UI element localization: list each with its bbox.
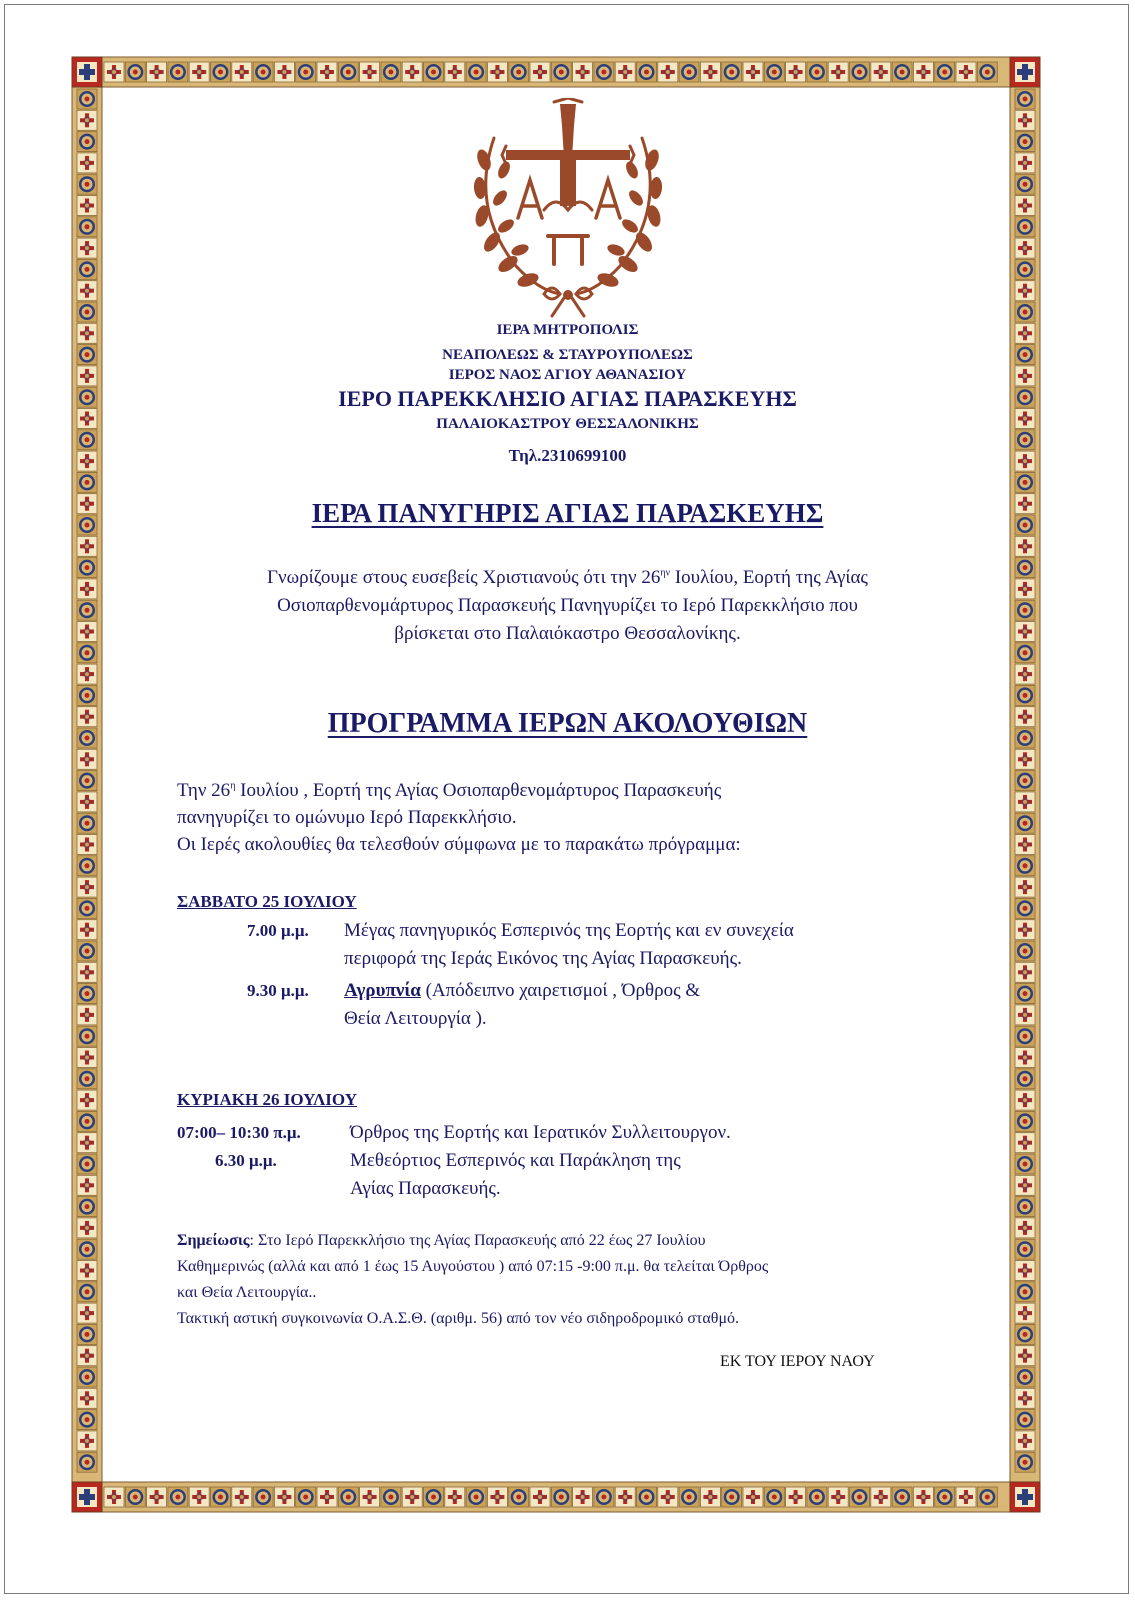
border-tile (77, 89, 97, 109)
border-tile (77, 749, 97, 769)
border-tile (77, 1154, 97, 1174)
border-tile (594, 1487, 614, 1507)
border-tile (77, 217, 97, 237)
vigil-highlight: Αγρυπνία (344, 980, 421, 1001)
border-corner (1010, 1482, 1040, 1512)
border-tile (850, 62, 870, 82)
header-chapel: ΙΕΡΟ ΠΑΡΕΚΚΛΗΣΙΟ ΑΓΙΑΣ ΠΑΡΑΣΚΕΥΗΣ (338, 386, 797, 411)
border-tile (125, 62, 145, 82)
border-tile (1015, 132, 1035, 152)
saturday-event-2: Αγρυπνία (Απόδειπνο χαιρετισμοί , Όρθρος & Θεία Λειτουργία ). (344, 980, 701, 1029)
border-tile (77, 1197, 97, 1217)
border-tile (1015, 89, 1035, 109)
border-tile (253, 1487, 273, 1507)
program-intro (177, 777, 977, 858)
border-tile (1015, 153, 1035, 173)
border-tile (913, 62, 933, 82)
border-tile (232, 62, 252, 82)
border-tile (77, 472, 97, 492)
border-tile (77, 1005, 97, 1025)
header-metropolis: ΙΕΡΑ ΜΗΤΡΟΠΟΛΙΣ (496, 322, 639, 338)
border-tile (77, 1026, 97, 1046)
border-tile (615, 1487, 635, 1507)
border-tile (77, 898, 97, 918)
border-tile (1015, 622, 1035, 642)
border-tile (615, 62, 635, 82)
border-tile (722, 62, 742, 82)
border-tile (381, 1487, 401, 1507)
border-tile (253, 62, 273, 82)
border-tile (338, 62, 358, 82)
sunday-heading: ΚΥΡΙΑΚΗ 26 ΙΟΥΛΙΟΥ (177, 1090, 357, 1109)
border-tile (786, 62, 806, 82)
intro-paragraph (150, 564, 985, 648)
border-tile (1015, 600, 1035, 620)
border-tile (1015, 1324, 1035, 1344)
border-tile (956, 62, 976, 82)
border-tile (77, 1346, 97, 1366)
intro-line-3: βρίσκεται στο Παλαιόκαστρο Θεσσαλονίκης. (394, 623, 741, 644)
border-tile (977, 62, 997, 82)
border-tile (77, 1367, 97, 1387)
notes-label: Σημείωσις (177, 1232, 250, 1249)
border-tile (658, 1487, 678, 1507)
border-tile (77, 792, 97, 812)
border-tile (1015, 1303, 1035, 1323)
border-tile (1015, 217, 1035, 237)
border-tile (786, 1487, 806, 1507)
border-tile (77, 494, 97, 514)
border-tile (77, 345, 97, 365)
border-tile (296, 62, 316, 82)
border-tile (530, 62, 550, 82)
border-tile (147, 1487, 167, 1507)
border-tile (977, 1487, 997, 1507)
border-tile (573, 1487, 593, 1507)
border-tile (1015, 238, 1035, 258)
border-tile (77, 409, 97, 429)
signoff: ΕΚ ΤΟΥ ΙΕΡΟΥ ΝΑΟΥ (720, 1353, 875, 1370)
border-tile (77, 196, 97, 216)
border-tile (700, 1487, 720, 1507)
border-tile (168, 62, 188, 82)
border-tile (1015, 472, 1035, 492)
border-tile (77, 1111, 97, 1131)
border-tile (594, 62, 614, 82)
border-tile (77, 110, 97, 130)
sunday-time-1: 07:00– 10:30 π.μ. (177, 1123, 301, 1142)
border-tile (77, 962, 97, 982)
border-tile (807, 62, 827, 82)
border-tile (77, 1048, 97, 1068)
notes-line-4: Τακτική αστική συγκοινωνία Ο.Α.Σ.Θ. (αριθμ. 56) από τον νέο σιδηροδρομικό σταθμό. (177, 1310, 740, 1327)
border-tile (77, 302, 97, 322)
border-tile (1015, 1133, 1035, 1153)
program-intro-line-1: Την $26^\eta$ Ιουλίου , Εορτή της Αγίας Οσιοπαρθενομάρτυρος Παρασκευής (177, 780, 722, 801)
border-tile (573, 62, 593, 82)
border-tile (77, 281, 97, 301)
border-tile (77, 920, 97, 940)
intro-line-1: Γνωρίζουμε στους ευσεβείς Χριστιανούς ότι την $26^{\eta\nu}$ Ιουλίου, Εορτή της Αγίας (267, 567, 868, 588)
border-tile (77, 707, 97, 727)
border-tile (551, 62, 571, 82)
intro-line-2: Οσιοπαρθενομάρτυρος Παρασκευής Πανηγυρίζει το Ιερό Παρεκκλήσιο που (277, 595, 858, 616)
border-tile (935, 62, 955, 82)
border-tile (1015, 110, 1035, 130)
border-tile (77, 1090, 97, 1110)
border-tile (1015, 771, 1035, 791)
border-tile (77, 1175, 97, 1195)
border-tile (77, 1431, 97, 1451)
sunday-event-2: Μεθεόρτιος Εσπερινός και Παράκληση της Αγίας Παρασκευής. (350, 1150, 681, 1199)
border-tile (77, 323, 97, 343)
border-tile (147, 62, 167, 82)
program-intro-line-3: Οι Ιερές ακολουθίες θα τελεσθούν σύμφωνα με το παρακάτω πρόγραμμα: (177, 834, 741, 855)
border-tile (700, 62, 720, 82)
border-tile (913, 1487, 933, 1507)
border-corner (72, 57, 102, 87)
border-tile (274, 1487, 294, 1507)
border-tile (77, 451, 97, 471)
border-tile (509, 62, 529, 82)
border-tile (317, 62, 337, 82)
border-tile (77, 600, 97, 620)
border-tile (1015, 536, 1035, 556)
border-tile (77, 579, 97, 599)
border-tile (77, 643, 97, 663)
border-tile (274, 62, 294, 82)
border-tile (1015, 196, 1035, 216)
header-phone: Τηλ.2310699100 (508, 446, 627, 465)
border-tile (764, 62, 784, 82)
border-tile (77, 728, 97, 748)
border-tile (764, 1487, 784, 1507)
notes-line-1: Σημείωσις: Στο Ιερό Παρεκκλήσιο της Αγίας Παρασκευής από 22 έως 27 Ιουλίου (177, 1232, 706, 1249)
border-tile (317, 1487, 337, 1507)
border-tile (77, 664, 97, 684)
border-tile (1015, 792, 1035, 812)
border-tile (1015, 835, 1035, 855)
border-tile (402, 62, 422, 82)
sunday-event-1: Όρθρος της Εορτής και Ιερατικόν Συλλειτουργον. (350, 1122, 731, 1143)
border-tile (445, 62, 465, 82)
border-tile (1015, 281, 1035, 301)
border-tile (1015, 174, 1035, 194)
border-tile (1015, 1388, 1035, 1408)
border-tile (189, 1487, 209, 1507)
border-tile (1015, 664, 1035, 684)
border-tile (1015, 1048, 1035, 1068)
border-tile (168, 1487, 188, 1507)
border-tile (189, 62, 209, 82)
border-tile (1015, 1090, 1035, 1110)
border-tile (360, 1487, 380, 1507)
border-tile (1015, 856, 1035, 876)
border-tile (1015, 259, 1035, 279)
border-tile (211, 1487, 231, 1507)
border-tile (77, 877, 97, 897)
border-tile (1015, 1239, 1035, 1259)
border-corner (72, 1482, 102, 1512)
border-tile (77, 515, 97, 535)
border-tile (743, 1487, 763, 1507)
border-tile (1015, 1452, 1035, 1472)
border-tile (1015, 898, 1035, 918)
border-tile (77, 1133, 97, 1153)
border-tile (658, 62, 678, 82)
border-tile (104, 1487, 124, 1507)
border-tile (77, 558, 97, 578)
border-tile (466, 1487, 486, 1507)
border-tile (1015, 1431, 1035, 1451)
border-tile (1015, 749, 1035, 769)
border-tile (679, 62, 699, 82)
border-tile (1015, 1261, 1035, 1281)
border-tile (77, 1239, 97, 1259)
border-tile (77, 1452, 97, 1472)
border-tile (722, 1487, 742, 1507)
border-tile (77, 1410, 97, 1430)
border-tile (1015, 1026, 1035, 1046)
border-tile (1015, 813, 1035, 833)
page-title: ΙΕΡΑ ΠΑΝΥΓΗΡΙΣ ΑΓΙΑΣ ΠΑΡΑΣΚΕΥΗΣ (311, 498, 824, 528)
border-tile (637, 1487, 657, 1507)
border-tile (1015, 1282, 1035, 1302)
cross-wreath-emblem-icon (456, 98, 680, 320)
border-tile (77, 622, 97, 642)
border-tile (892, 1487, 912, 1507)
border-tile (487, 1487, 507, 1507)
border-tile (1015, 1410, 1035, 1430)
border-tile (871, 1487, 891, 1507)
border-tile (77, 1324, 97, 1344)
border-corner (1010, 57, 1040, 87)
border-tile (360, 62, 380, 82)
border-tile (1015, 920, 1035, 940)
border-tile (1015, 1175, 1035, 1195)
border-tile (77, 856, 97, 876)
saturday-event-1: Μέγας πανηγυρικός Εσπερινός της Εορτής και εν συνεχεία περιφορά της Ιεράς Εικόνος της Αγίας Παρασκευής. (344, 920, 794, 969)
border-tile (743, 62, 763, 82)
border-tile (232, 1487, 252, 1507)
header-location: ΠΑΛΑΙΟΚΑΣΤΡΟΥ ΘΕΣΣΑΛΟΝΙΚΗΣ (436, 416, 699, 432)
border-tile (679, 1487, 699, 1507)
border-tile (1015, 579, 1035, 599)
border-tile (125, 1487, 145, 1507)
border-tile (381, 62, 401, 82)
saturday-time-1: 7.00 μ.μ. (247, 921, 309, 940)
header-cities: ΝΕΑΠΟΛΕΩΣ & ΣΤΑΥΡΟΥΠΟΛΕΩΣ (442, 347, 693, 363)
border-tile (828, 1487, 848, 1507)
border-tile (77, 813, 97, 833)
border-tile (1015, 1367, 1035, 1387)
border-tile (104, 62, 124, 82)
border-tile (956, 1487, 976, 1507)
border-tile (211, 62, 231, 82)
border-tile (1015, 1346, 1035, 1366)
border-tile (509, 1487, 529, 1507)
border-tile (424, 1487, 444, 1507)
border-tile (77, 1388, 97, 1408)
border-tile (1015, 1005, 1035, 1025)
border-tile (77, 238, 97, 258)
border-tile (1015, 302, 1035, 322)
program-intro-line-2: πανηγυρίζει το ομώνυμο Ιερό Παρεκκλήσιο. (177, 807, 517, 828)
border-tile (1015, 984, 1035, 1004)
border-tile (77, 132, 97, 152)
border-tile (77, 1282, 97, 1302)
border-tile (466, 62, 486, 82)
border-tile (77, 1069, 97, 1089)
border-tile (1015, 877, 1035, 897)
border-tile (77, 1261, 97, 1281)
border-tile (77, 174, 97, 194)
border-tile (892, 62, 912, 82)
border-tile (1015, 1111, 1035, 1131)
border-tile (77, 259, 97, 279)
border-tile (77, 771, 97, 791)
border-tile (1015, 1154, 1035, 1174)
notes (177, 1228, 977, 1332)
sunday-time-2: 6.30 μ.μ. (215, 1151, 277, 1170)
border-tile (1015, 1218, 1035, 1238)
border-tile (935, 1487, 955, 1507)
border-tile (77, 153, 97, 173)
border-tile (77, 984, 97, 1004)
border-tile (871, 62, 891, 82)
border-tile (296, 1487, 316, 1507)
border-tile (77, 430, 97, 450)
border-tile (77, 941, 97, 961)
notes-line-2: Καθημερινώς (αλλά και από 1 έως 15 Αυγούστου ) από 07:15 -9:00 π.μ. θα τελείται Όρθρος (177, 1258, 769, 1275)
border-tile (77, 685, 97, 705)
border-tile (807, 1487, 827, 1507)
border-tile (850, 1487, 870, 1507)
border-tile (1015, 685, 1035, 705)
border-tile (77, 366, 97, 386)
border-tile (1015, 962, 1035, 982)
border-tile (487, 62, 507, 82)
notes-line-3: και Θεία Λειτουργία.. (177, 1284, 317, 1301)
border-tile (530, 1487, 550, 1507)
border-tile (77, 1303, 97, 1323)
border-tile (77, 387, 97, 407)
border-tile (77, 835, 97, 855)
saturday-time-2: 9.30 μ.μ. (247, 981, 309, 1000)
border-tile (424, 62, 444, 82)
border-tile (1015, 1197, 1035, 1217)
border-tile (1015, 643, 1035, 663)
program-title: ΠΡΟΓΡΑΜΜΑ ΙΕΡΩΝ ΑΚΟΛΟΥΘΙΩΝ (327, 708, 808, 739)
border-tile (1015, 1069, 1035, 1089)
border-tile (338, 1487, 358, 1507)
saturday-heading: ΣΑΒΒΑΤΟ 25 ΙΟΥΛΙΟΥ (177, 892, 357, 911)
border-tile (551, 1487, 571, 1507)
header-church: ΙΕΡΟΣ ΝΑΟΣ ΑΓΙΟΥ ΑΘΑΝΑΣΙΟΥ (448, 367, 687, 383)
border-tile (1015, 941, 1035, 961)
border-tile (1015, 558, 1035, 578)
border-tile (828, 62, 848, 82)
border-tile (637, 62, 657, 82)
border-tile (77, 1218, 97, 1238)
border-tile (402, 1487, 422, 1507)
border-tile (445, 1487, 465, 1507)
border-tile (77, 536, 97, 556)
